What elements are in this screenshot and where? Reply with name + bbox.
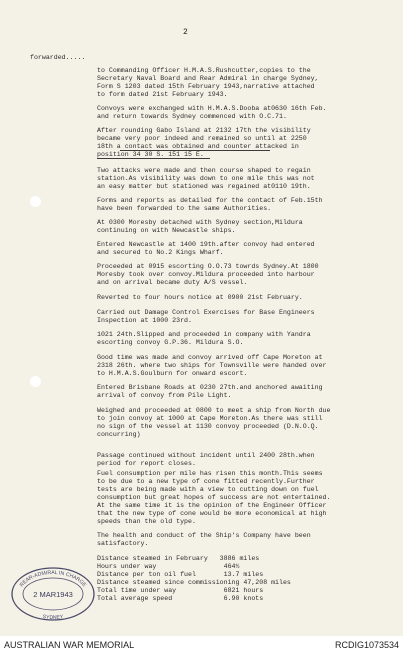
text-line: Entered Brisbane Roads at 0230 27th.and anchored awaiting: [97, 384, 323, 391]
stats-line: Hours under way 464½: [97, 563, 240, 570]
text-line: to form dated 21st February 1943.: [97, 91, 228, 98]
text-line: arrival of convoy from Pile Light.: [97, 392, 232, 399]
text-line: and on arrival became duty A/S vessel.: [97, 279, 248, 286]
text-line: and return towards Sydney commenced with O.C.71.: [97, 113, 287, 120]
text-line: Proceeded at 0915 escorting O.O.73 towrds Sydney.At 1800: [97, 263, 319, 270]
text-line: continuing on with Newcastle ships.: [97, 227, 236, 234]
text-line: to H.M.A.S.Goulburn for onward escort.: [97, 370, 248, 377]
text-line: Moresby took over convoy.Mildura proceeded into harbour: [97, 271, 315, 278]
text-line: Carried out Damage Control Exercises for Base Engineers: [97, 309, 315, 316]
text-line: concurring): [97, 431, 141, 438]
text-line: 2318 26th. where two ships for Townsville were handed over: [97, 362, 327, 369]
text-line: that the new type of cone would be more economical at high: [97, 510, 327, 517]
text-line: Passage continued without incident until 2400 28th.when: [97, 452, 315, 459]
text-line: became very poor indeed and remained so until at 2250: [97, 135, 307, 142]
text-line: consumption but great hopes of success are not entertained.: [97, 494, 331, 501]
punch-hole: [30, 196, 41, 207]
text-line: Weighed and proceeded at 0800 to meet a ship from North due: [97, 407, 331, 414]
text-line: Form S 1203 dated 15th February 1943,narrative attached: [97, 83, 315, 90]
text-line: Reverted to four hours notice at 0900 21st February.: [97, 294, 303, 301]
footer-source: AUSTRALIAN WAR MEMORIAL: [4, 640, 135, 650]
text-line: an easy matter but stationed was regained at0110 19th.: [97, 183, 311, 190]
text-line: station.As visibility was down to one mile this was not: [97, 175, 315, 182]
text-line: Good time was made and convoy arrived off Cape Moreton at: [97, 354, 323, 361]
stats-line: Distance per ton oil fuel 13.7 miles: [97, 571, 264, 578]
text-line: After rounding Gabo Island at 2132 17th the visibility: [97, 127, 311, 134]
stamp-bottom-text: SYDNEY: [42, 613, 64, 622]
text-line: Convoys were exchanged with H.M.A.S.Dooba at0630 16th Feb.: [97, 105, 327, 112]
text-line: At the same time it is the opinion of the Engineer Officer: [97, 502, 327, 509]
text-line: Secretary Naval Board and Rear Admiral in charge Sydney,: [97, 75, 319, 82]
text-line: Two attacks were made and then course shaped to regain: [97, 167, 311, 174]
text-line: position 34 30 S. 151 15 E.: [97, 151, 204, 158]
text-line: Inspection at 1000 23rd.: [97, 317, 192, 324]
text-line: have been forwarded to the same Authorities.: [97, 205, 272, 212]
text-line: At 0300 Moresby detached with Sydney section,Mildura: [97, 219, 303, 226]
text-line: Entered Newcastle at 1400 19th.after convoy had entered: [97, 241, 315, 248]
stamp-top-text: REAR-ADMIRAL IN CHARGE: [18, 569, 88, 589]
svg-text:SYDNEY: [42, 614, 64, 621]
stats-line: Distance steamed since commissioning 47,208 miles: [97, 579, 291, 586]
text-line: 1021 24th.Slipped and proceeded in company with Yandra: [97, 331, 311, 338]
stats-line: Distance steamed in February 3886 miles: [97, 555, 260, 562]
forwarded-label: forwarded.....: [30, 54, 86, 61]
text-line: tests are being made with a view to cutting down on fuel: [97, 486, 319, 493]
text-line: period for report closes.: [97, 460, 196, 467]
text-line: satisfactory.: [97, 540, 149, 547]
stats-line: Total time under way 6821 hours: [97, 587, 264, 594]
text-line: to join convoy at 1000 at Cape Moreton.As there was still: [97, 415, 323, 422]
text-line: Forms and reports as detailed for the contact of Feb.15th: [97, 197, 323, 204]
stats-line: Total average speed 6.90 knots: [97, 595, 264, 602]
text-line: speeds than the old type.: [97, 518, 196, 525]
text-line: Fuel consumption per mile has risen this month.This seems: [97, 470, 323, 477]
footer-record-id: RCDIG1073534: [334, 640, 399, 650]
handwritten-underline: [120, 150, 270, 151]
text-line: 18th a contact was obtained and counter attacked in: [97, 143, 299, 150]
text-line: to Commanding Officer H.M.A.S.Rushcutter,copies to the: [97, 67, 311, 74]
received-date-stamp: [10, 566, 96, 622]
punch-hole: [30, 376, 41, 387]
archive-footer: [0, 636, 403, 654]
handwritten-underline: [97, 158, 210, 159]
stamp-date: 2 MAR1943: [33, 590, 73, 599]
text-line: to be due to a new type of cone fitted recently.Further: [97, 478, 315, 485]
page-number: 2: [183, 28, 188, 37]
text-line: and secured to No.2 Kings Wharf.: [97, 249, 224, 256]
text-line: no sign of the vessel at 1130 convoy proceeded (D.N.O.Q.: [97, 423, 319, 430]
text-line: escorting convoy G.P.36. Mildura S.O.: [97, 339, 244, 346]
text-line: The health and conduct of the Ship's Company have been: [97, 532, 311, 539]
